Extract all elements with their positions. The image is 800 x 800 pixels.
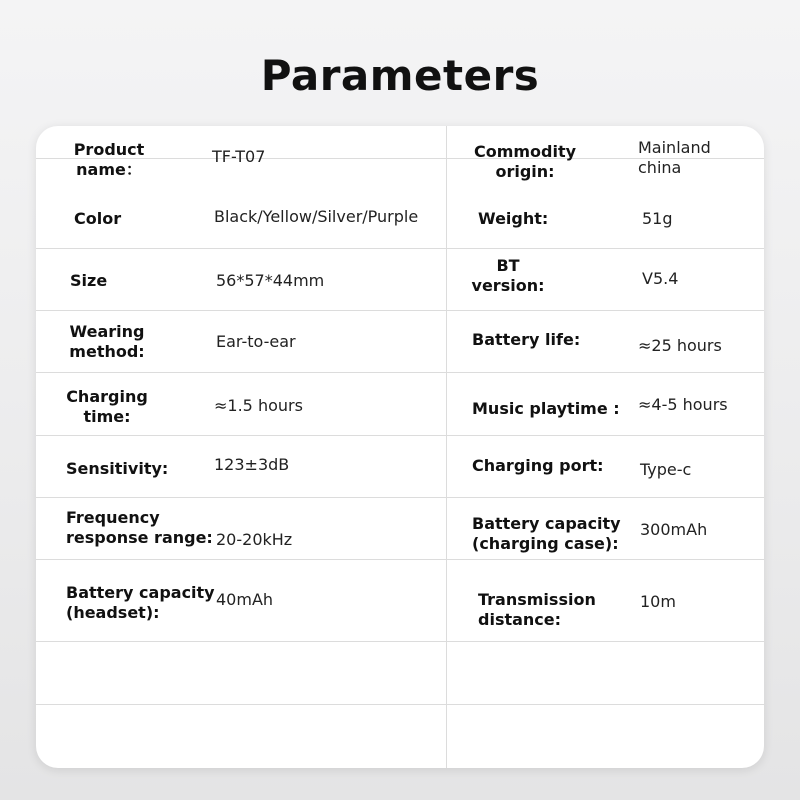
page-title: Parameters bbox=[260, 51, 540, 100]
battery-life-label: Battery life: bbox=[472, 330, 581, 349]
weight-label: Weight: bbox=[478, 209, 549, 228]
weight-value: 51g bbox=[642, 209, 673, 228]
sensitivity-value: 123±3dB bbox=[214, 455, 290, 474]
product-name-label: Product name： bbox=[73, 140, 145, 179]
size-value: 56*57*44mm bbox=[216, 271, 325, 290]
transmission-distance-label: Transmission distance: bbox=[478, 590, 596, 629]
row-divider bbox=[36, 248, 764, 249]
color-value: Black/Yellow/Silver/Purple bbox=[214, 207, 419, 226]
music-playtime-label: Music playtime : bbox=[472, 399, 620, 418]
commodity-origin-label: Commodity origin: bbox=[473, 142, 577, 181]
wearing-method-label: Wearing method: bbox=[69, 322, 145, 361]
battery-life-value: ≈25 hours bbox=[638, 336, 722, 355]
row-divider bbox=[36, 372, 764, 373]
row-divider bbox=[36, 559, 764, 560]
size-label: Size bbox=[70, 271, 108, 290]
battery-capacity-case-value: 300mAh bbox=[640, 520, 708, 539]
charging-port-label: Charging port: bbox=[472, 456, 604, 475]
parameters-table bbox=[36, 126, 764, 768]
bt-version-label: BT version: bbox=[471, 256, 545, 295]
row-divider bbox=[36, 435, 764, 436]
color-label: Color bbox=[74, 209, 122, 228]
frequency-response-value: 20-20kHz bbox=[216, 530, 293, 549]
wearing-method-value: Ear-to-ear bbox=[216, 332, 296, 351]
charging-time-value: ≈1.5 hours bbox=[214, 396, 303, 415]
column-divider bbox=[446, 126, 447, 768]
bt-version-value: V5.4 bbox=[642, 269, 679, 288]
charging-port-value: Type-c bbox=[640, 460, 692, 479]
music-playtime-value: ≈4-5 hours bbox=[638, 395, 728, 414]
battery-capacity-case-label: Battery capacity (charging case): bbox=[472, 514, 621, 553]
sensitivity-label: Sensitivity: bbox=[66, 459, 169, 478]
charging-time-label: Charging time: bbox=[66, 387, 148, 426]
row-divider bbox=[36, 704, 764, 705]
frequency-response-label: Frequency response range: bbox=[66, 508, 213, 547]
row-divider bbox=[36, 497, 764, 498]
row-divider bbox=[36, 310, 764, 311]
commodity-origin-value: Mainland china bbox=[638, 138, 711, 177]
battery-capacity-headset-value: 40mAh bbox=[216, 590, 274, 609]
transmission-distance-value: 10m bbox=[640, 592, 676, 611]
product-name-value: TF-T07 bbox=[212, 147, 266, 166]
row-divider bbox=[36, 641, 764, 642]
battery-capacity-headset-label: Battery capacity (headset): bbox=[66, 583, 215, 622]
